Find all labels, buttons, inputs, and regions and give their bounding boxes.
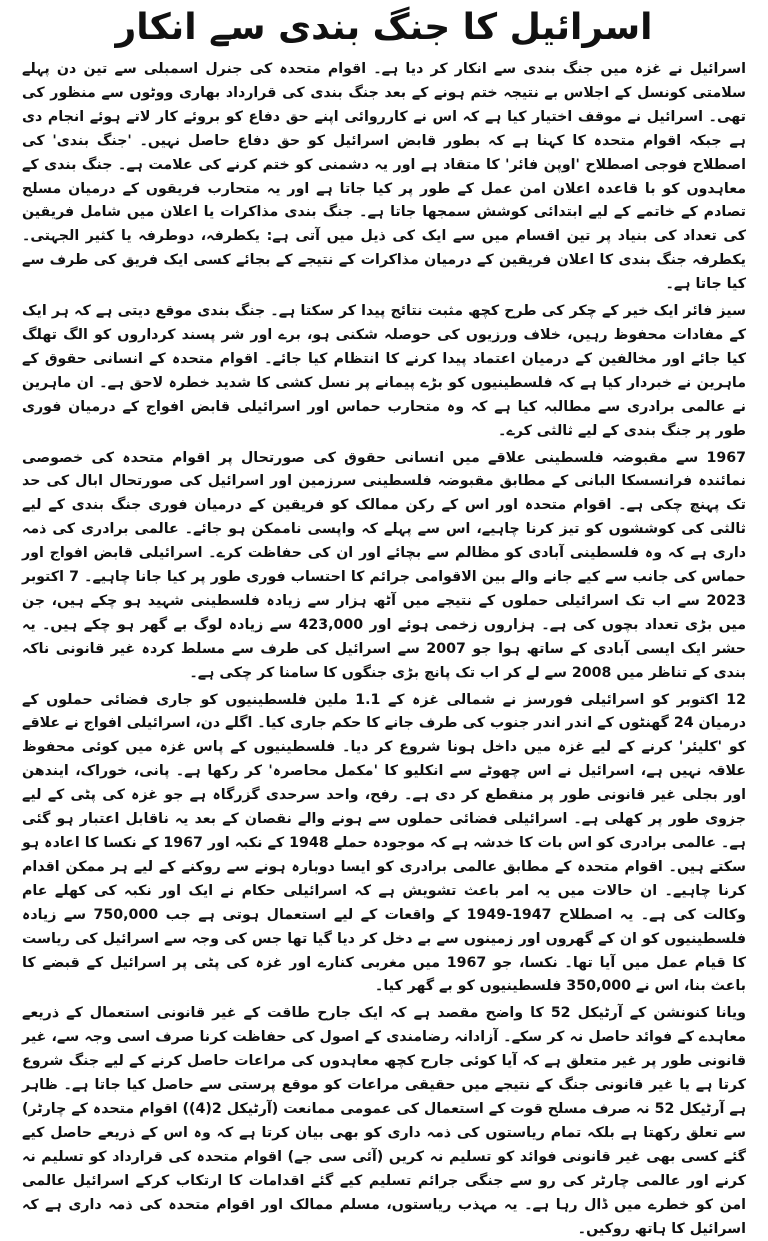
article-paragraph: سیز فائر ایک خیر کے چکر کی طرح کچھ مثبت نتائج پیدا کر سکتا ہے۔ جنگ بندی موقع دیتی ہے کہ ہر ایک کے مفادات محفوظ رہیں، خلاف ورزیوں کی حوصلہ شکنی ہو، برے اور شر پسند کرداروں کو الگ تھلگ کیا جائے اور مخالفین کے درمیان اعتماد پیدا کرنے کا انتظام کیا جائے۔ اقوام متحدہ کے انسانی حقوق کے ماہرین نے خبردار کیا ہے کہ فلسطینیوں کو بڑے پیمانے پر نسل کشی کا شدید خطرہ لاحق ہے۔ ان ماہرین نے عالمی برادری سے مطالبہ کیا ہے کہ وہ متحارب حماس اور اسرائیلی قابض افواج کے درمیان فوری طور پر جنگ بندی کے لیے ثالثی کرے۔ [22,303,746,439]
article-paragraph: 1967 سے مقبوضہ فلسطینی علاقے میں انسانی حقوق کی صورتحال پر اقوام متحدہ کی خصوصی نمائندہ فرانسسکا البانی کے مطابق مقبوضہ فلسطینی سرزمین اور اسرائیل کی صورتحال ابال کی حد تک پہنچ چکی ہے۔ اقوام متحدہ اور اس کے رکن ممالک کو فریقین کے درمیان فوری جنگ بندی کے لیے ثالثی کی کوششوں کو تیز کرنا چاہیے، اس سے پہلے کہ واپسی ناممکن ہو جائے۔ عالمی برادری کی ذمہ داری ہے کہ وہ فلسطینی آبادی کو مظالم سے بچائے اور ان کی حفاظت کرے۔ اسرائیلی قابض افواج اور حماس کی جانب سے کیے جانے والے بین الاقوامی جرائم کا احتساب فوری طور پر کیا جانا چاہیے۔ 7 اکتوبر 2023 سے اب تک اسرائیلی حملوں کے نتیجے میں آٹھ ہزار سے زیادہ فلسطینی شہید ہو چکے ہیں، جن میں بڑی تعداد بچوں کی ہے۔ ہزاروں زخمی ہوئے اور 423,000 سے زیادہ لوگ بے گھر ہو چکے ہیں۔ یہ حشر ایک ایسی آبادی کے ساتھ ہوا جو 2007 سے اسرائیل کی طرف سے مسلط کردہ غیر قانونی ناکہ بندی کے تناظر میں 2008 سے لے کر اب تک پانچ بڑی جنگوں کا سامنا کر چکی ہے۔ [22,449,747,681]
article-paragraph: ویانا کنونشن کے آرٹیکل 52 کا واضح مقصد ہے کہ ایک جارح طاقت کے غیر قانونی استعمال کے ذریعے معاہدے کے فوائد حاصل نہ کر سکے۔ آزادانہ رضامندی کے اصول کی حفاظت کرنا صرف اسی وجہ سے، غیر قانونی طور پر غیر متعلق ہے کہ آیا کوئی جارح کچھ معاہدوں کی مراعات حاصل کرنے کے لیے جنگ شروع کرتا ہے یا غیر قانونی جنگ کے نتیجے میں حقیقی مراعات کو موقع پرستی سے حاصل کیا جاتا ہے۔ ظاہر ہے آرٹیکل 52 نہ صرف مسلح قوت کے استعمال کی عمومی ممانعت (آرٹیکل 2(4)) اقوام متحدہ کے چارٹر) سے تعلق رکھتا ہے بلکہ تمام ریاستوں کی ذمہ داری کو بھی بیان کرتا ہے کہ وہ اس کے ذریعے حاصل کیے گئے کسی بھی غیر قانونی فوائد کو تسلیم نہ کریں (آئی سی جے) اقوام متحدہ کی قرارداد کو تسلیم نہ کرنے اور عالمی چارٹر کی رو سے جنگی جرائم تسلیم کیے گئے اقدامات کا ارتکاب کرکے اسرائیل عالمی امن کو خطرے میں ڈال رہا ہے۔ یہ مہذب ریاستوں، مسلم ممالک اور اقوام متحدہ کی ذمہ داری ہے کہ اسرائیل کا ہاتھ روکیں۔ [22,1005,747,1237]
article-paragraph: 12 اکتوبر کو اسرائیلی فورسز نے شمالی غزہ کے 1.1 ملین فلسطینیوں کو جاری فضائی حملوں کے درمیان 24 گھنٹوں کے اندر اندر جنوب کی طرف جانے کا حکم جاری کیا۔ اگلے دن، اسرائیلی افواج نے علاقے کو 'کلیئر' کرنے کے لیے غزہ میں داخل ہونا شروع کر دیا۔ فلسطینیوں کے پاس غزہ میں کوئی محفوظ علاقہ نہیں ہے، اسرائیل نے اس چھوٹے سے انکلیو کا 'مکمل محاصرہ' کر رکھا ہے۔ پانی، خوراک، ایندھن اور بجلی غیر قانونی طور پر منقطع کر دی ہے۔ رفح، واحد سرحدی گزرگاہ ہے جو غزہ کی پٹی کے لیے جزوی طور پر کھلی ہے۔ اسرائیلی فضائی حملوں سے ہونے والے نقصان کے بعد یہ ناقابل اعتبار ہو گئی ہے۔ عالمی برادری کو اس بات کا خدشہ ہے کہ موجودہ حملے 1948 کے نکبہ اور 1967 کے نکسا کا اعادہ ہو سکتے ہیں۔ اقوام متحدہ کے مطابق عالمی برادری کو ایسا دوبارہ ہونے سے روکنے کے لیے ہر ممکن اقدام کرنا چاہیے۔ ان حالات میں یہ امر باعث تشویش ہے کہ اسرائیلی حکام نے ایک اور نکبہ کی کھلے عام وکالت کی ہے۔ یہ اصطلاح 1947-1949 کے واقعات کے لیے استعمال ہوتی ہے جب 750,000 سے زیادہ فلسطینیوں کو ان کے گھروں اور زمینوں سے بے دخل کر دیا گیا تھا جس کی وجہ سے اسرائیل کی ریاست کا قیام عمل میں آیا تھا۔ نکسا، جو 1967 میں مغربی کنارے اور غزہ کی پٹی پر اسرائیل کے قبضے کا باعث بنا، اس نے 350,000 فلسطینیوں کو بے گھر کیا۔ [22,691,747,995]
article-paragraph: اسرائیل نے غزہ میں جنگ بندی سے انکار کر دیا ہے۔ اقوام متحدہ کی جنرل اسمبلی سے تین دن پہلے سلامتی کونسل کے اجلاس بے نتیجہ ختم ہونے کے بعد جنگ بندی کی قرارداد بھاری ووٹوں سے منظور کی تھی۔ اسرائیل نے موقف اختیار کیا ہے کہ اس نے کارروائی اپنے حق دفاع کو بروئے کار لاتے ہوئے انجام دی ہے جبکہ اقوام متحدہ کا کہنا ہے کہ بطور قابض اسرائیل کو حق دفاع حاصل نہیں۔ 'جنگ بندی' کی اصطلاح فوجی اصطلاح 'اوپن فائر' کا متقاد ہے اور یہ دشمنی کو ختم کرنے کی علامت ہے۔ جنگ بندی کے معاہدوں کو با قاعدہ اعلان امن عمل کے طور پر کیا جاتا ہے اور یہ متحارب فریقوں کے درمیان مسلح تصادم کے خاتمے کے لیے ابتدائی کوشش سمجھا جاتا ہے۔ جنگ بندی مذاکرات یا اعلان میں شامل فریقین کی تعداد کی بنیاد پر تین اقسام میں سے ایک کی ذیل میں آتی ہے: یکطرفہ، دوطرفہ یا کثیر الجہتی۔ یکطرفہ جنگ بندی کا اعلان فریقین کے درمیان مذاکرات کے نتیجے کے بجائے کسی ایک فریق کی طرف سے کیا جاتا ہے۔ [22,61,746,293]
article-title: اسرائیل کا جنگ بندی سے انکار [115,7,653,48]
